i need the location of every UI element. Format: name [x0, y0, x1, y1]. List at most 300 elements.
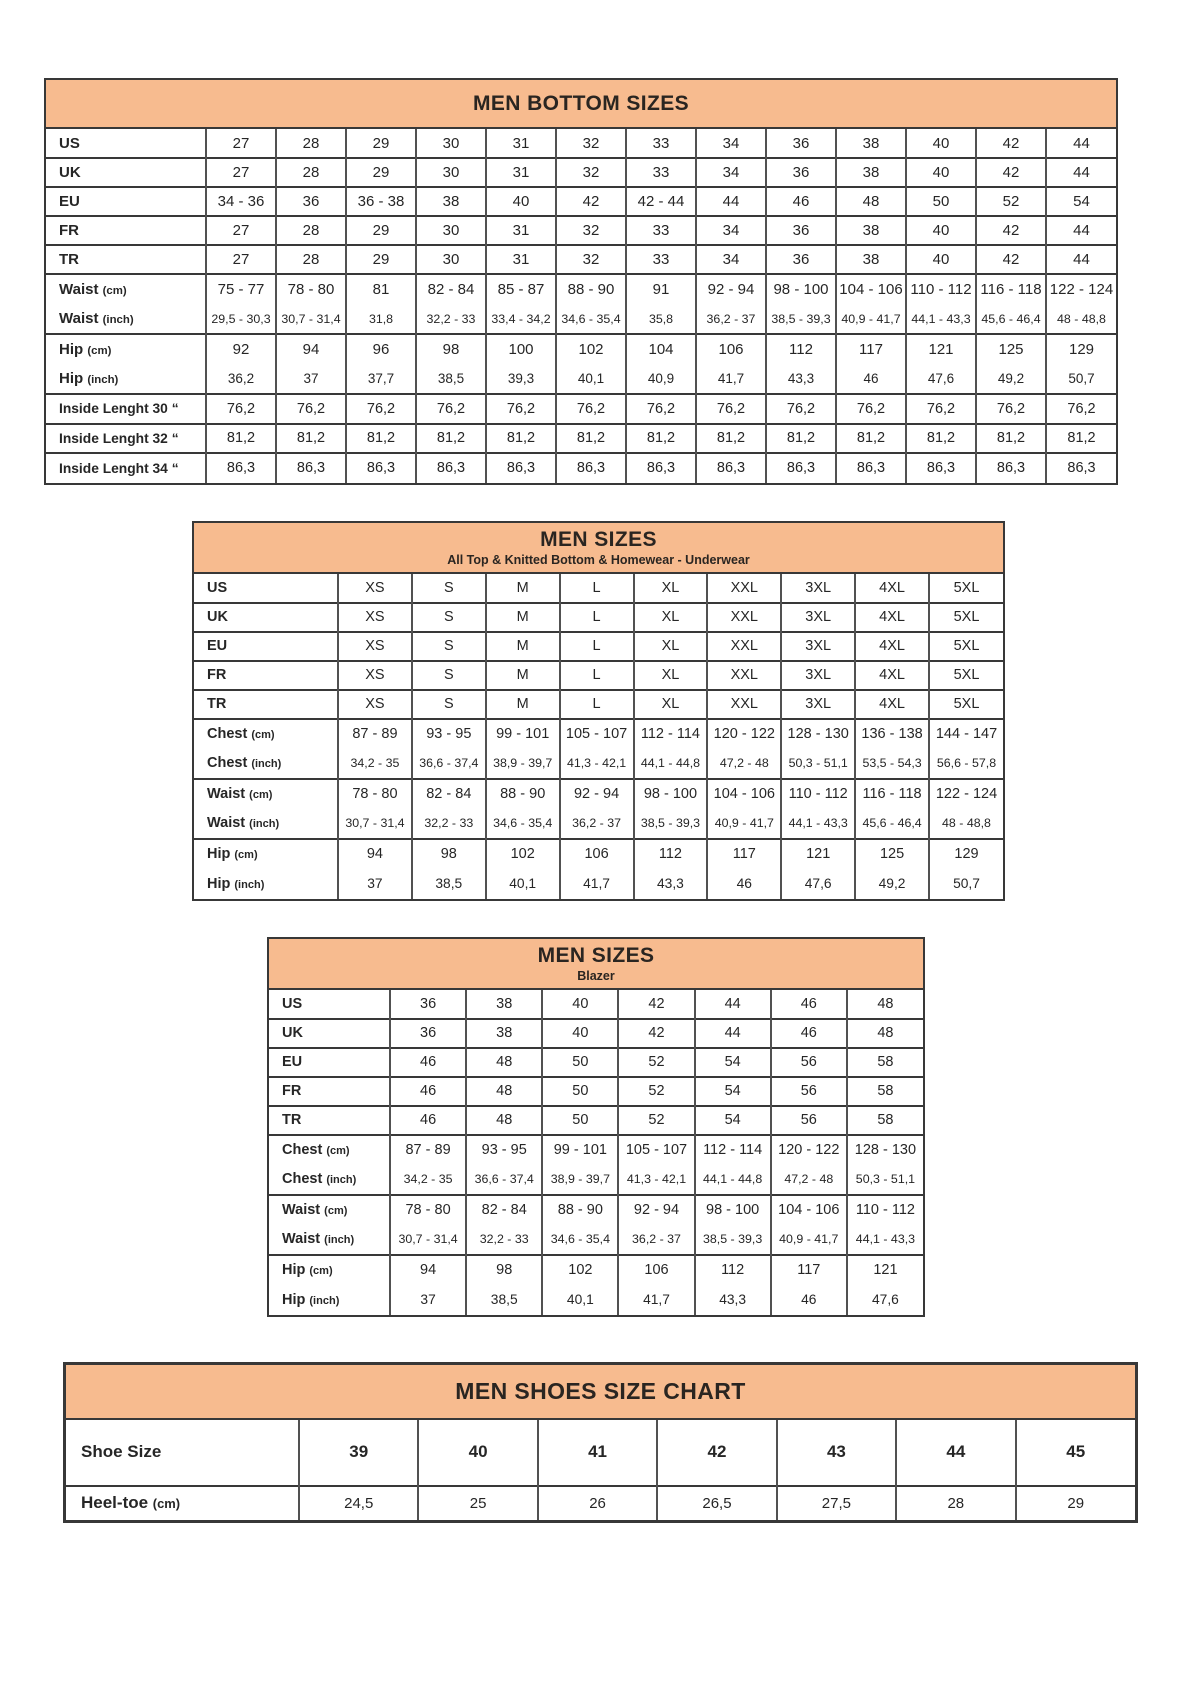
size-cell: 41,7: [696, 364, 766, 394]
size-cell: 120 - 122: [771, 1135, 847, 1165]
size-cell: L: [560, 661, 634, 690]
size-cell: 76,2: [346, 394, 416, 424]
size-cell: 45: [1016, 1420, 1135, 1486]
size-cell: 29: [346, 216, 416, 245]
size-cell: 36,2 - 37: [560, 809, 634, 839]
size-cell: 81,2: [416, 424, 486, 454]
size-cell: 40: [418, 1420, 537, 1486]
size-cell: 94: [338, 839, 412, 869]
size-cell: 40: [906, 245, 976, 274]
size-cell: 86,3: [836, 453, 906, 483]
size-cell: XXL: [707, 661, 781, 690]
men-sizes-tops-grid: [194, 574, 1003, 899]
size-cell: 42: [556, 187, 626, 216]
men-sizes-blazer-grid: [269, 990, 923, 1315]
size-cell: M: [486, 574, 560, 603]
size-cell: 98: [416, 334, 486, 364]
size-cell: 53,5 - 54,3: [855, 749, 929, 779]
size-cell: 48: [847, 990, 923, 1019]
size-cell: 38,5 - 39,3: [634, 809, 708, 839]
size-cell: 44: [695, 1019, 771, 1048]
size-cell: 33: [626, 158, 696, 187]
row-group: [66, 1486, 1135, 1520]
men-shoes-size-chart-grid: [66, 1420, 1135, 1520]
size-cell: 86,3: [1046, 453, 1116, 483]
size-cell: 39,3: [486, 364, 556, 394]
size-cell: 50: [542, 1077, 618, 1106]
size-cell: 3XL: [781, 603, 855, 632]
size-cell: 54: [695, 1077, 771, 1106]
size-cell: 34: [696, 129, 766, 158]
row-group: [269, 1255, 923, 1315]
table-row: [46, 158, 1116, 187]
size-cell: 52: [976, 187, 1046, 216]
row-label: Heel-toe (cm): [81, 1493, 181, 1512]
size-cell: 93 - 95: [412, 719, 486, 749]
size-cell: 49,2: [855, 869, 929, 899]
row-group: [46, 334, 1116, 394]
table-header-band: [66, 1365, 1135, 1420]
size-cell: 86,3: [626, 453, 696, 483]
size-cell: 86,3: [696, 453, 766, 483]
table-row: [66, 1486, 1135, 1520]
size-cell: 45,6 - 46,4: [976, 304, 1046, 334]
row-label: Waist (cm): [59, 281, 127, 298]
size-cell: 117: [707, 839, 781, 869]
size-cell: 56: [771, 1106, 847, 1135]
size-cell: 30: [416, 245, 486, 274]
size-cell: 28: [276, 129, 346, 158]
table-grid: [66, 1420, 1135, 1520]
size-cell: 86,3: [486, 453, 556, 483]
table-title: MEN SHOES SIZE CHART: [455, 1377, 746, 1404]
size-cell: 92 - 94: [618, 1195, 694, 1225]
table-row: [194, 661, 1003, 690]
table-subtitle: Blazer: [577, 968, 615, 983]
row-label: Chest (cm): [207, 726, 275, 742]
row-label: Inside Lenght 34 “: [59, 460, 179, 476]
size-cell: 44: [896, 1420, 1015, 1486]
row-label: Chest (cm): [282, 1142, 350, 1158]
size-cell: S: [412, 690, 486, 719]
size-cell: 4XL: [855, 632, 929, 661]
table-row: [46, 245, 1116, 274]
size-cell: 81,2: [486, 424, 556, 454]
men-sizes-tops-table: [192, 521, 1005, 901]
size-cell: 121: [906, 334, 976, 364]
men-bottom-sizes-table: [44, 78, 1118, 485]
size-cell: 54: [695, 1106, 771, 1135]
size-cell: 48: [466, 1077, 542, 1106]
table-row: [194, 603, 1003, 632]
size-cell: 5XL: [929, 574, 1003, 603]
size-cell: 46: [390, 1077, 466, 1106]
table-row: [46, 334, 1116, 364]
row-group: [46, 274, 1116, 334]
size-cell: 94: [390, 1255, 466, 1285]
size-cell: 81,2: [206, 424, 276, 454]
size-cell: 81,2: [346, 424, 416, 454]
size-cell: XXL: [707, 603, 781, 632]
row-label: Hip (inch): [59, 370, 119, 387]
table-row: [269, 1106, 923, 1135]
size-cell: L: [560, 690, 634, 719]
row-label: Hip (inch): [282, 1291, 340, 1308]
size-cell: 76,2: [626, 394, 696, 424]
size-cell: 5XL: [929, 661, 1003, 690]
size-cell: 40,9: [626, 364, 696, 394]
row-label: Hip (cm): [282, 1262, 333, 1278]
size-cell: 32,2 - 33: [412, 809, 486, 839]
size-cell: M: [486, 603, 560, 632]
size-cell: 46: [390, 1106, 466, 1135]
size-cell: 44: [1046, 129, 1116, 158]
size-cell: 36: [766, 216, 836, 245]
size-cell: 100: [486, 334, 556, 364]
table-row: [46, 394, 1116, 424]
size-cell: 36 - 38: [346, 187, 416, 216]
size-cell: 4XL: [855, 574, 929, 603]
table-row: [269, 1077, 923, 1106]
size-cell: 31: [486, 245, 556, 274]
size-cell: 43,3: [766, 364, 836, 394]
size-cell: 48 - 48,8: [929, 809, 1003, 839]
size-cell: 56,6 - 57,8: [929, 749, 1003, 779]
size-cell: 98: [466, 1255, 542, 1285]
size-cell: 34,2 - 35: [390, 1165, 466, 1195]
table-header-band: [194, 523, 1003, 574]
size-cell: 50: [542, 1048, 618, 1077]
size-cell: 129: [929, 839, 1003, 869]
size-cell: 44,1 - 44,8: [634, 749, 708, 779]
size-cell: 50,7: [1046, 364, 1116, 394]
size-cell: 112 - 114: [634, 719, 708, 749]
size-cell: 47,6: [781, 869, 855, 899]
row-group: [46, 245, 1116, 274]
size-cell: 5XL: [929, 603, 1003, 632]
table-title: MEN SIZES: [537, 943, 655, 967]
size-cell: XL: [634, 574, 708, 603]
row-unit-label: (cm): [234, 849, 258, 861]
size-cell: 3XL: [781, 632, 855, 661]
size-cell: 47,2 - 48: [707, 749, 781, 779]
size-cell: 48 - 48,8: [1046, 304, 1116, 334]
row-label: Hip (inch): [207, 875, 265, 892]
table-row: [194, 839, 1003, 869]
table-row: [46, 304, 1116, 334]
size-cell: 49,2: [976, 364, 1046, 394]
size-cell: 46: [390, 1048, 466, 1077]
size-cell: 76,2: [696, 394, 766, 424]
size-cell: 38: [836, 245, 906, 274]
size-cell: 117: [771, 1255, 847, 1285]
size-cell: 92: [206, 334, 276, 364]
table-header-band: [46, 80, 1116, 129]
size-cell: 104 - 106: [836, 274, 906, 304]
size-cell: 40: [542, 990, 618, 1019]
size-cell: 4XL: [855, 661, 929, 690]
table-row: [194, 779, 1003, 809]
size-cell: 29: [1016, 1486, 1135, 1520]
size-cell: 36: [766, 158, 836, 187]
size-cell: 85 - 87: [486, 274, 556, 304]
size-cell: 40,1: [542, 1285, 618, 1315]
size-cell: 44: [695, 990, 771, 1019]
size-cell: 40,9 - 41,7: [771, 1225, 847, 1255]
size-cell: 88 - 90: [556, 274, 626, 304]
row-label: FR: [59, 222, 79, 239]
table-row: [269, 1285, 923, 1315]
size-cell: 78 - 80: [338, 779, 412, 809]
row-group: [194, 719, 1003, 779]
row-label: Waist (cm): [207, 786, 273, 802]
size-cell: 3XL: [781, 661, 855, 690]
table-row: [194, 574, 1003, 603]
table-row: [46, 216, 1116, 245]
row-group: [46, 216, 1116, 245]
row-group: [46, 394, 1116, 424]
row-label: UK: [207, 609, 228, 625]
size-cell: 34,6 - 35,4: [542, 1225, 618, 1255]
row-label: Chest (inch): [207, 755, 282, 771]
row-group: [194, 690, 1003, 719]
size-cell: 28: [896, 1486, 1015, 1520]
size-cell: 98 - 100: [634, 779, 708, 809]
size-cell: XL: [634, 632, 708, 661]
size-cell: 93 - 95: [466, 1135, 542, 1165]
table-row: [269, 1165, 923, 1195]
size-cell: 39: [299, 1420, 418, 1486]
table-row: [194, 719, 1003, 749]
size-cell: 34 - 36: [206, 187, 276, 216]
size-cell: 44: [1046, 216, 1116, 245]
size-charts-page: [0, 78, 1200, 1523]
size-cell: 76,2: [556, 394, 626, 424]
table-grid: [46, 129, 1116, 483]
table-subtitle: All Top & Knitted Bottom & Homewear - Underwear: [447, 552, 750, 567]
size-cell: 38: [466, 990, 542, 1019]
size-cell: 28: [276, 216, 346, 245]
row-label: EU: [59, 193, 80, 210]
size-cell: 125: [976, 334, 1046, 364]
size-cell: 116 - 118: [976, 274, 1046, 304]
size-cell: S: [412, 603, 486, 632]
size-cell: 86,3: [906, 453, 976, 483]
size-cell: 44,1 - 43,3: [847, 1225, 923, 1255]
size-cell: 81,2: [696, 424, 766, 454]
size-cell: 76,2: [836, 394, 906, 424]
size-cell: 29: [346, 158, 416, 187]
size-cell: 31: [486, 158, 556, 187]
size-cell: 122 - 124: [1046, 274, 1116, 304]
size-cell: S: [412, 661, 486, 690]
table-row: [46, 453, 1116, 483]
size-cell: 40: [906, 158, 976, 187]
size-cell: 30,7 - 31,4: [390, 1225, 466, 1255]
size-cell: 42 - 44: [626, 187, 696, 216]
size-cell: 36: [766, 129, 836, 158]
row-group: [269, 1019, 923, 1048]
size-cell: 40: [906, 129, 976, 158]
size-cell: 42: [976, 158, 1046, 187]
row-unit-label: (cm): [251, 729, 275, 741]
size-cell: 76,2: [976, 394, 1046, 424]
size-cell: XXL: [707, 632, 781, 661]
size-cell: 81,2: [276, 424, 346, 454]
size-cell: 87 - 89: [338, 719, 412, 749]
size-cell: 46: [771, 990, 847, 1019]
size-cell: S: [412, 574, 486, 603]
size-cell: XS: [338, 603, 412, 632]
size-cell: 48: [836, 187, 906, 216]
row-label: US: [207, 579, 228, 596]
size-cell: 58: [847, 1048, 923, 1077]
size-cell: 48: [466, 1048, 542, 1077]
size-cell: 33: [626, 216, 696, 245]
row-label: US: [282, 995, 303, 1012]
size-cell: 47,2 - 48: [771, 1165, 847, 1195]
size-cell: 129: [1046, 334, 1116, 364]
row-group: [269, 1195, 923, 1255]
size-cell: 40: [486, 187, 556, 216]
size-cell: 81,2: [976, 424, 1046, 454]
table-row: [46, 274, 1116, 304]
size-cell: XL: [634, 661, 708, 690]
size-cell: XXL: [707, 690, 781, 719]
row-label: UK: [282, 1025, 303, 1041]
size-cell: 120 - 122: [707, 719, 781, 749]
size-cell: 40,9 - 41,7: [707, 809, 781, 839]
size-cell: 88 - 90: [486, 779, 560, 809]
size-cell: 98 - 100: [766, 274, 836, 304]
size-cell: 32,2 - 33: [466, 1225, 542, 1255]
size-cell: XL: [634, 603, 708, 632]
row-group: [46, 424, 1116, 454]
row-label: US: [59, 134, 80, 152]
size-cell: 104 - 106: [771, 1195, 847, 1225]
size-cell: M: [486, 661, 560, 690]
size-cell: 50,3 - 51,1: [781, 749, 855, 779]
size-cell: 42: [657, 1420, 776, 1486]
row-label: Hip (cm): [207, 846, 258, 862]
row-group: [46, 453, 1116, 483]
size-cell: 76,2: [1046, 394, 1116, 424]
row-label: Chest (inch): [282, 1171, 357, 1187]
size-cell: 44,1 - 43,3: [781, 809, 855, 839]
size-cell: L: [560, 603, 634, 632]
size-cell: 105 - 107: [618, 1135, 694, 1165]
size-cell: 81,2: [556, 424, 626, 454]
size-cell: 105 - 107: [560, 719, 634, 749]
size-cell: 81: [346, 274, 416, 304]
size-cell: 32: [556, 216, 626, 245]
size-cell: 36,2 - 37: [696, 304, 766, 334]
size-cell: 81,2: [836, 424, 906, 454]
table-row: [46, 424, 1116, 454]
size-cell: 40: [542, 1019, 618, 1048]
size-cell: 24,5: [299, 1486, 418, 1520]
size-cell: 94: [276, 334, 346, 364]
size-cell: 40,1: [486, 869, 560, 899]
size-cell: 32,2 - 33: [416, 304, 486, 334]
size-cell: 86,3: [416, 453, 486, 483]
size-cell: 81,2: [906, 424, 976, 454]
size-cell: 44: [1046, 158, 1116, 187]
size-cell: 136 - 138: [855, 719, 929, 749]
row-unit-label: (cm): [249, 789, 273, 801]
table-title: MEN BOTTOM SIZES: [472, 91, 690, 115]
size-cell: 29: [346, 245, 416, 274]
size-cell: 40,1: [556, 364, 626, 394]
size-cell: 117: [836, 334, 906, 364]
size-cell: XS: [338, 574, 412, 603]
table-row: [269, 1255, 923, 1285]
size-cell: 36: [390, 990, 466, 1019]
size-cell: 46: [766, 187, 836, 216]
row-label: FR: [282, 1083, 302, 1099]
men-sizes-blazer-table: [267, 937, 925, 1317]
size-cell: 106: [618, 1255, 694, 1285]
size-cell: 121: [847, 1255, 923, 1285]
row-label: Inside Lenght 32 “: [59, 430, 179, 446]
size-cell: 36: [276, 187, 346, 216]
size-cell: 104: [626, 334, 696, 364]
size-cell: 38,5: [466, 1285, 542, 1315]
table-row: [194, 690, 1003, 719]
row-unit-label: (inch): [326, 1174, 357, 1186]
size-cell: 36,6 - 37,4: [412, 749, 486, 779]
size-cell: 38: [416, 187, 486, 216]
size-cell: 50,3 - 51,1: [847, 1165, 923, 1195]
row-unit-label: (cm): [152, 1496, 181, 1511]
size-cell: 106: [696, 334, 766, 364]
size-cell: 102: [556, 334, 626, 364]
row-group: [269, 1135, 923, 1195]
size-cell: 28: [276, 158, 346, 187]
size-cell: 56: [771, 1048, 847, 1077]
size-cell: 125: [855, 839, 929, 869]
size-cell: 27: [206, 158, 276, 187]
table-row: [46, 129, 1116, 158]
row-label: FR: [207, 667, 227, 683]
table-row: [269, 1048, 923, 1077]
table-grid: [269, 990, 923, 1315]
size-cell: 41,7: [618, 1285, 694, 1315]
size-cell: 25: [418, 1486, 537, 1520]
size-cell: 98: [412, 839, 486, 869]
size-cell: 76,2: [486, 394, 556, 424]
size-cell: 110 - 112: [847, 1195, 923, 1225]
table-row: [269, 1195, 923, 1225]
table-row: [269, 990, 923, 1019]
row-group: [194, 574, 1003, 603]
table-row: [269, 1019, 923, 1048]
size-cell: 54: [695, 1048, 771, 1077]
size-cell: 128 - 130: [847, 1135, 923, 1165]
row-unit-label: (cm): [326, 1145, 350, 1157]
row-group: [194, 603, 1003, 632]
size-cell: 37: [276, 364, 346, 394]
size-cell: 38,9 - 39,7: [542, 1165, 618, 1195]
size-cell: 86,3: [976, 453, 1046, 483]
size-cell: 47,6: [906, 364, 976, 394]
size-cell: 52: [618, 1077, 694, 1106]
men-bottom-sizes-grid: [46, 129, 1116, 483]
size-cell: 87 - 89: [390, 1135, 466, 1165]
size-cell: 112 - 114: [695, 1135, 771, 1165]
size-cell: 86,3: [276, 453, 346, 483]
size-cell: 58: [847, 1106, 923, 1135]
